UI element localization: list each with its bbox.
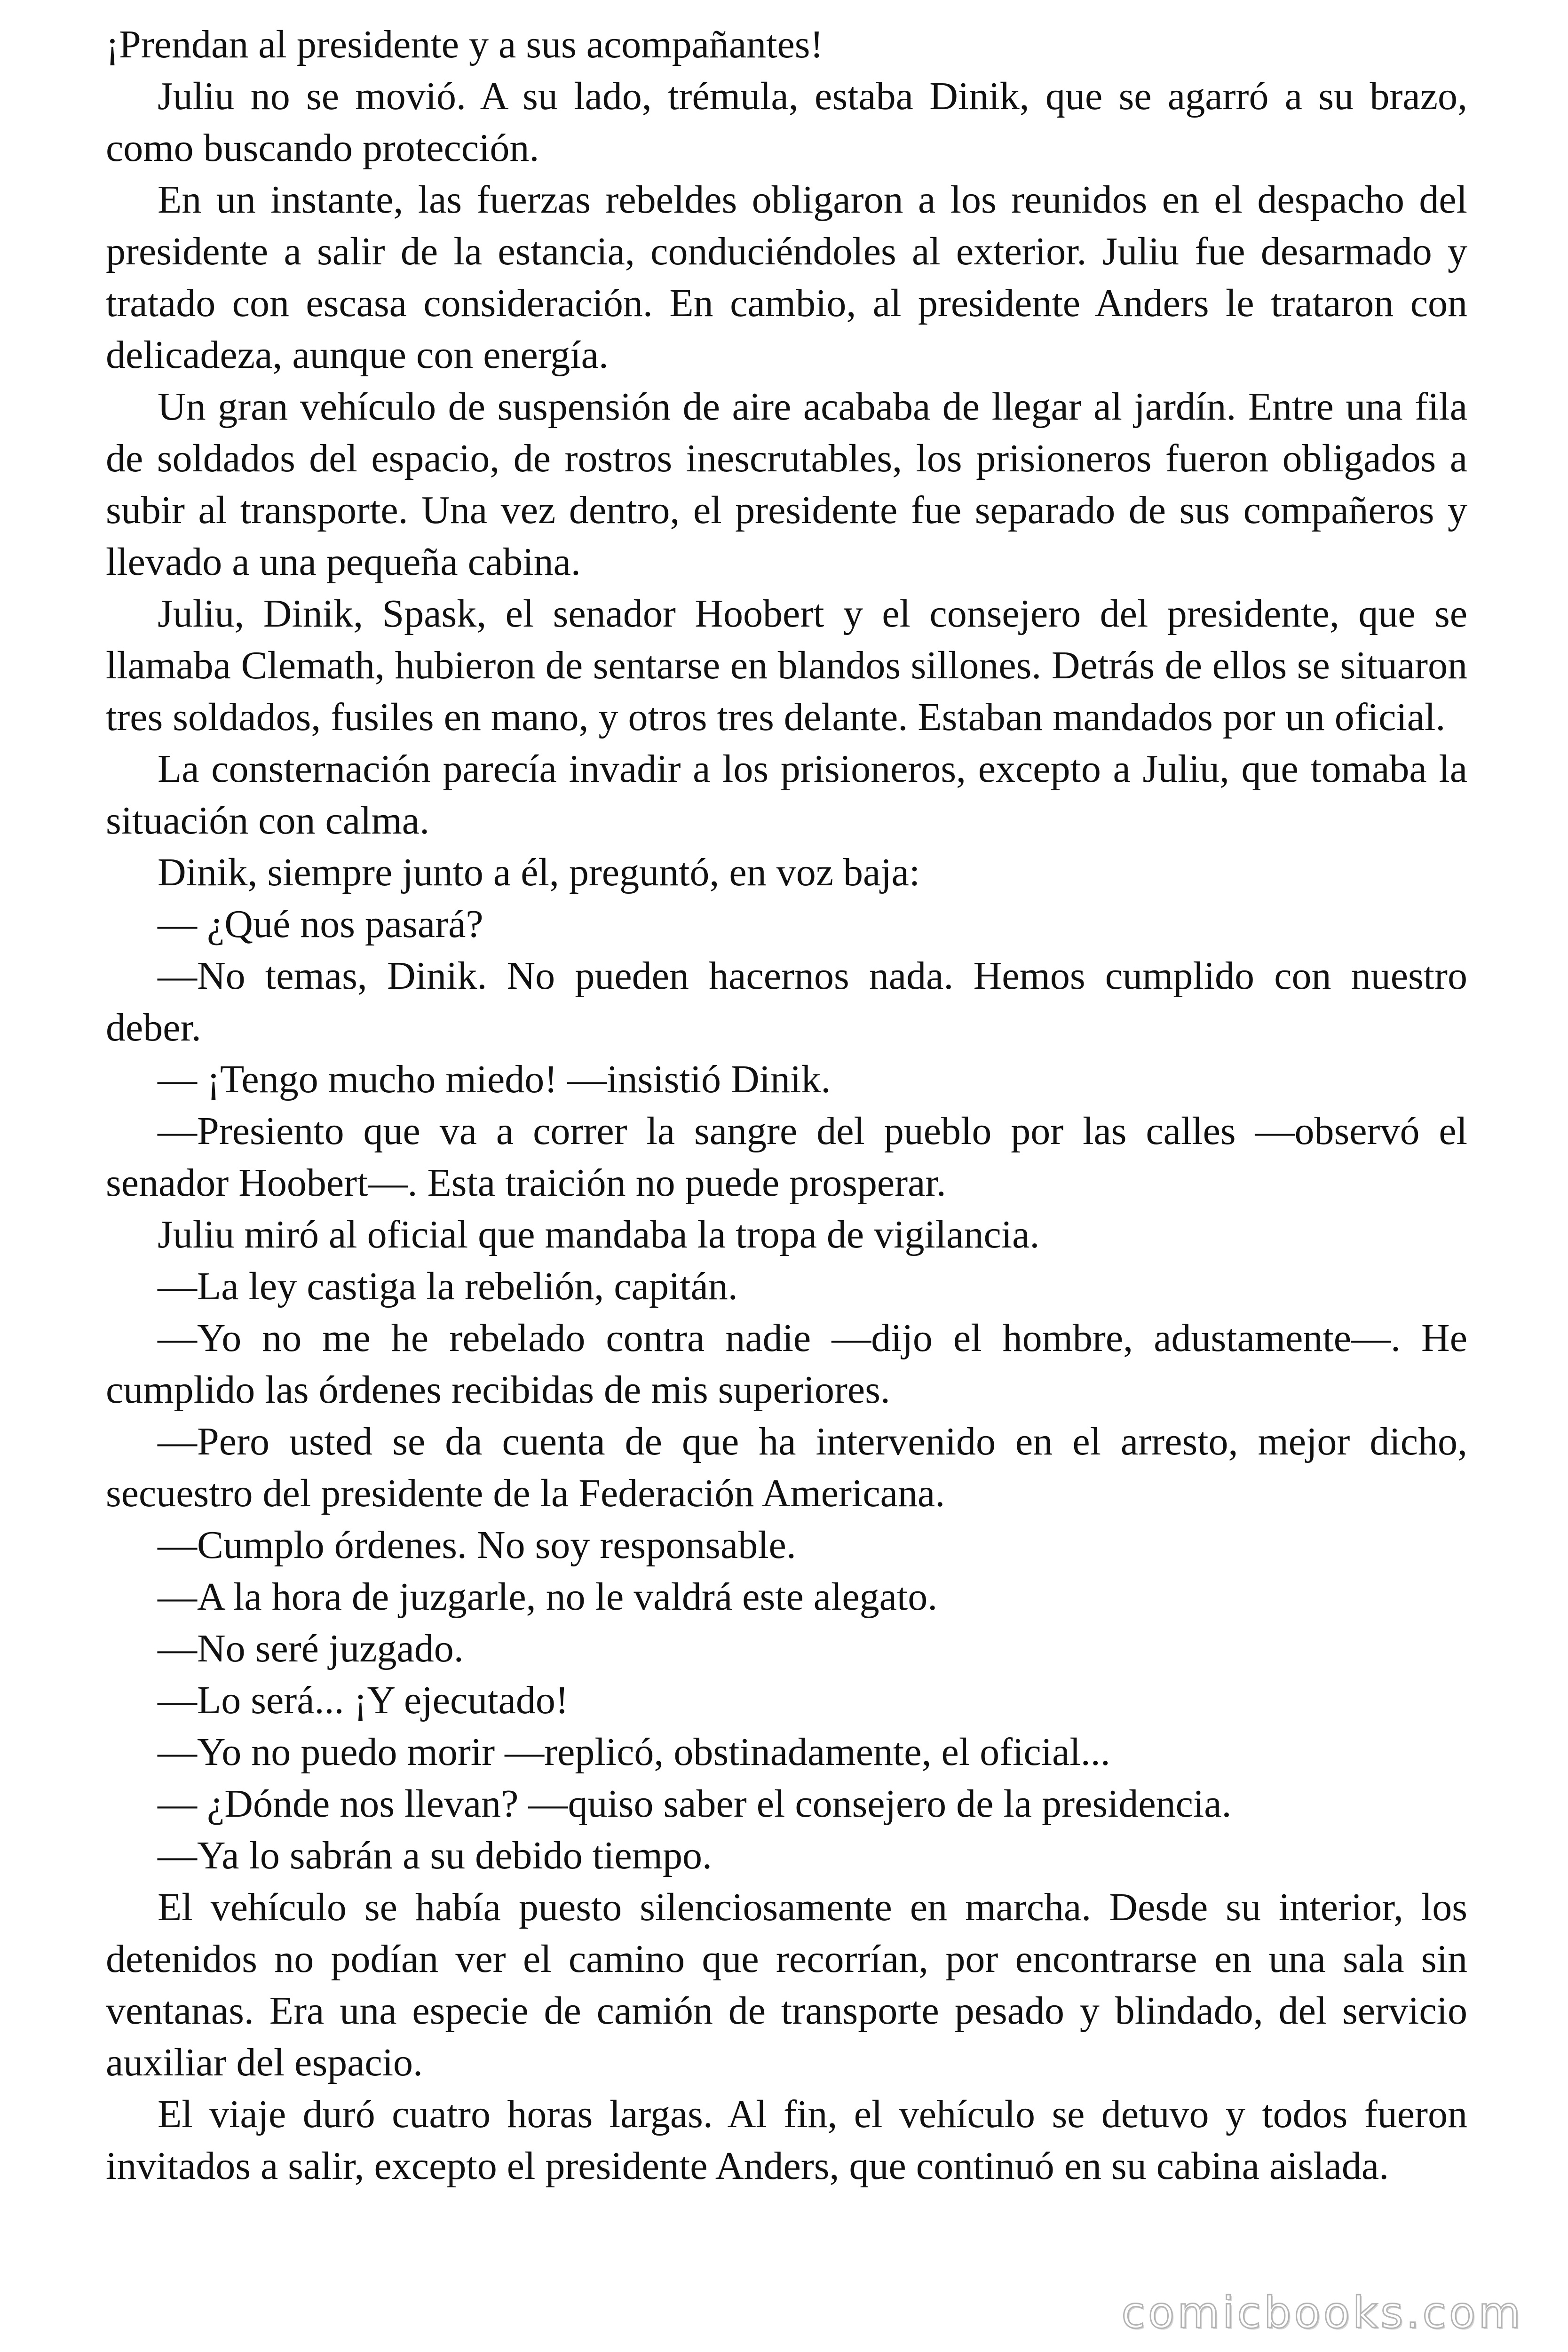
dialogue-line-10: —No seré juzgado. xyxy=(158,1627,464,1670)
dialogue-line-2: —No temas, Dinik. No pueden hacernos nada. Hemos cumplido con nuestro deber. xyxy=(106,954,1467,1049)
page-body xyxy=(106,19,1467,2192)
dialogue-line-5: —La ley castiga la rebelión, capitán. xyxy=(158,1264,738,1308)
paragraph-8: Juliu miró al oficial que mandaba la tropa de vigilancia. xyxy=(158,1213,1040,1256)
dialogue-line-12: —Yo no puedo morir —replicó, obstinadamente, el oficial... xyxy=(158,1730,1110,1774)
dialogue-line-6: —Yo no me he rebelado contra nadie —dijo el hombre, adustamente—. He cumplido las órdenes recibidas de mis superiores. xyxy=(106,1316,1467,1412)
dialogue-line-14: —Ya lo sabrán a su debido tiempo. xyxy=(158,1834,712,1877)
dialogue-line-7: —Pero usted se da cuenta de que ha intervenido en el arresto, mejor dicho, secuestro del presidente de la Federación Americana. xyxy=(106,1420,1467,1515)
paragraph-6: La consternación parecía invadir a los prisioneros, excepto a Juliu, que tomaba la situación con calma. xyxy=(106,747,1467,842)
paragraph-5: Juliu, Dinik, Spask, el senador Hoobert y el consejero del presidente, que se llamaba Clemath, hubieron de sentarse en blandos sillones. Detrás de ellos se situaron tres soldados, fusiles en mano, y otros tres delante. Estaban mandados por un oficial. xyxy=(106,592,1467,739)
paragraph-1: ¡Prendan al presidente y a sus acompañantes! xyxy=(106,23,824,66)
watermark: comicbooks.com xyxy=(1121,2288,1523,2338)
paragraph-7: Dinik, siempre junto a él, preguntó, en voz baja: xyxy=(158,850,920,894)
dialogue-line-9: —A la hora de juzgarle, no le valdrá este alegato. xyxy=(158,1575,938,1619)
dialogue-line-4: —Presiento que va a correr la sangre del pueblo por las calles —observó el senador Hoobert—. Esta traición no puede prosperar. xyxy=(106,1109,1467,1205)
dialogue-line-11: —Lo será... ¡Y ejecutado! xyxy=(158,1678,569,1722)
dialogue-line-13: — ¿Dónde nos llevan? —quiso saber el consejero de la presidencia. xyxy=(158,1782,1232,1826)
paragraph-2: Juliu no se movió. A su lado, trémula, estaba Dinik, que se agarró a su brazo, como buscando protección. xyxy=(106,74,1467,170)
paragraph-3: En un instante, las fuerzas rebeldes obligaron a los reunidos en el despacho del presidente a salir de la estancia, conduciéndoles al exterior. Juliu fue desarmado y tratado con escasa consideración. En cambio, al presidente Anders le trataron con delicadeza, aunque con energía. xyxy=(106,178,1467,377)
dialogue-line-1: — ¿Qué nos pasará? xyxy=(158,902,483,946)
paragraph-9: El vehículo se había puesto silenciosamente en marcha. Desde su interior, los detenidos no podían ver el camino que recorrían, por encontrarse en una sala sin ventanas. Era una especie de camión de transporte pesado y blindado, del servicio auxiliar del espacio. xyxy=(106,1885,1467,2084)
paragraph-4: Un gran vehículo de suspensión de aire acababa de llegar al jardín. Entre una fila de soldados del espacio, de rostros inescrutables, los prisioneros fueron obligados a subir al transporte. Una vez dentro, el presidente fue separado de sus compañeros y llevado a una pequeña cabina. xyxy=(106,385,1467,584)
paragraph-10: El viaje duró cuatro horas largas. Al fin, el vehículo se detuvo y todos fueron invitados a salir, excepto el presidente Anders, que continuó en su cabina aislada. xyxy=(106,2092,1467,2188)
dialogue-line-3: — ¡Tengo mucho miedo! —insistió Dinik. xyxy=(158,1057,831,1101)
dialogue-line-8: —Cumplo órdenes. No soy responsable. xyxy=(158,1523,796,1567)
